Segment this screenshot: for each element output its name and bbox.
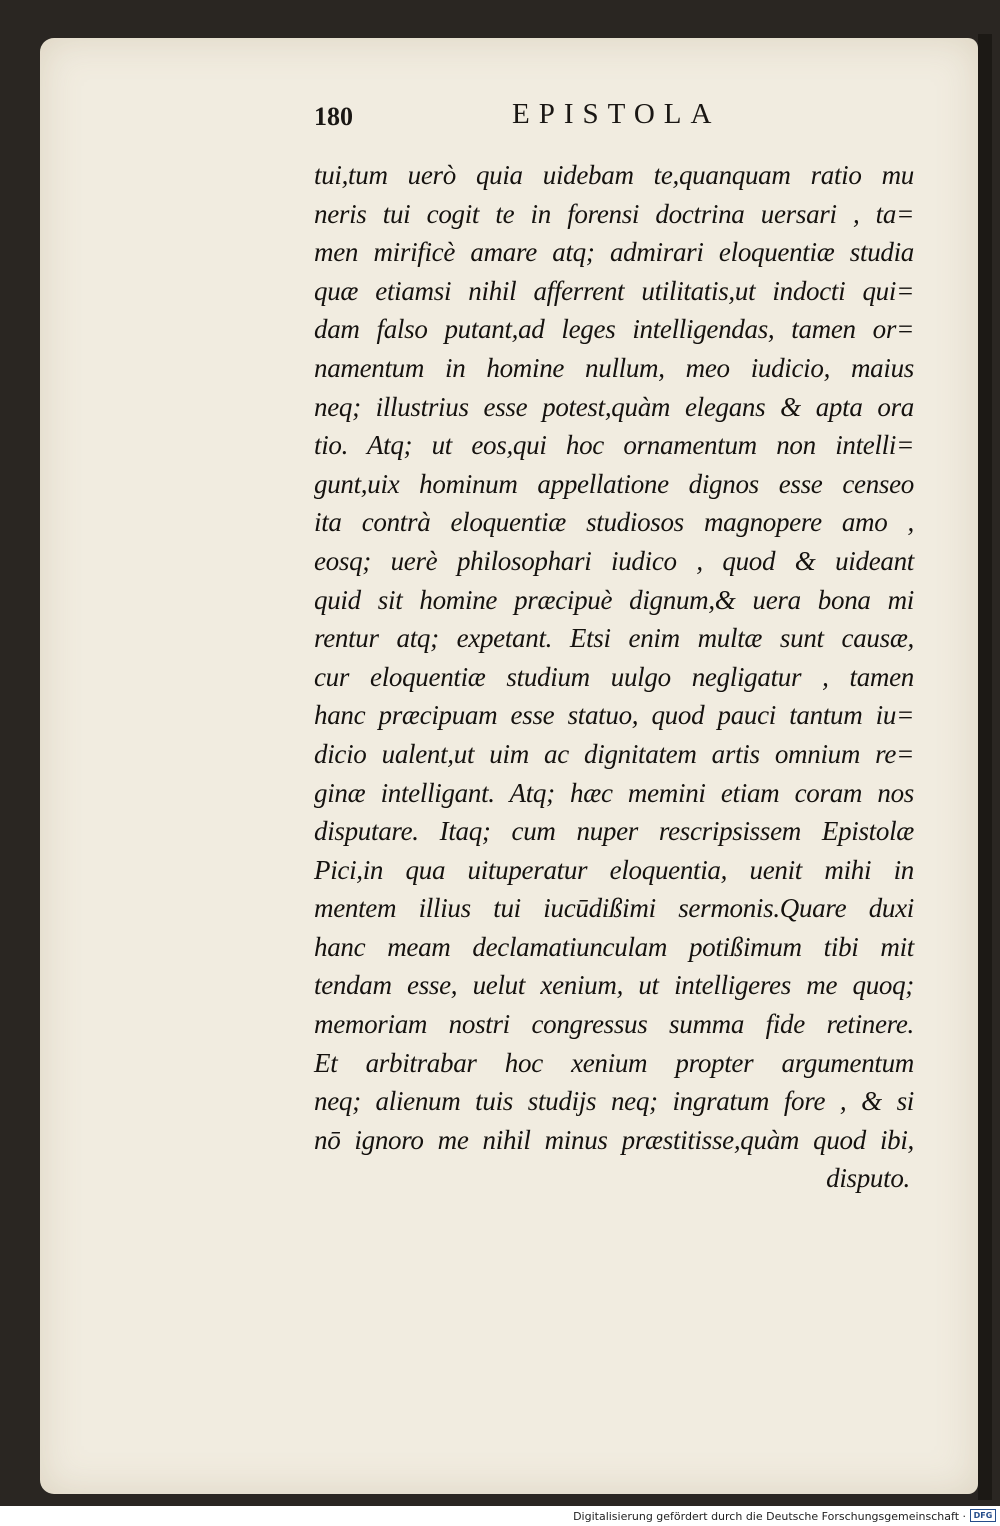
text-line: gunt,uix hominum appellatione dignos esse censeo bbox=[314, 468, 914, 499]
page-number: 180 bbox=[314, 102, 353, 131]
binding-edge bbox=[978, 34, 992, 1500]
text-line: namentum in homine nullum, meo iudicio, maius bbox=[314, 352, 914, 383]
text-line: Et arbitrabar hoc xenium propter argumentum bbox=[314, 1047, 914, 1078]
body-text bbox=[314, 156, 914, 1198]
text-line: rentur atq; expetant. Etsi enim multæ sunt causæ, bbox=[314, 623, 914, 654]
text-line: tendam esse, uelut xenium, ut intelligeres me quoq; bbox=[314, 970, 914, 1001]
text-line: hanc præcipuam esse statuo, quod pauci tantum iu= bbox=[314, 700, 914, 731]
text-line: cur eloquentiæ studium uulgo negligatur , tamen bbox=[314, 661, 914, 692]
text-line: ginæ intelligant. Atq; hæc memini etiam coram nos bbox=[314, 777, 914, 808]
text-line: tui,tum uerò quia uidebam te,quanquam ratio mu bbox=[314, 160, 914, 190]
text-line: quid sit homine præcipuè dignum,& uera bona mi bbox=[314, 584, 914, 615]
funding-credit: Digitalisierung gefördert durch die Deutsche Forschungsgemeinschaft · bbox=[573, 1510, 966, 1523]
running-head: EPISTOLA bbox=[512, 98, 721, 130]
text-line: quæ etiamsi nihil afferrent utilitatis,ut indocti qui= bbox=[314, 275, 914, 306]
text-line: eosq; uerè philosophari iudico , quod & uideant bbox=[314, 545, 914, 576]
text-line: neq; illustrius esse potest,quàm elegans & apta ora bbox=[314, 391, 914, 422]
text-line: Pici,in qua uituperatur eloquentia, uenit mihi in bbox=[314, 854, 914, 885]
text-line: neq; alienum tuis studijs neq; ingratum fore , & si bbox=[314, 1086, 914, 1117]
catchword: disputo. bbox=[826, 1163, 910, 1194]
text-line: men mirificè amare atq; admirari eloquentiæ studia bbox=[314, 237, 914, 268]
text-line: dam falso putant,ad leges intelligendas, tamen or= bbox=[314, 314, 914, 345]
text-line: hanc meam declamatiunculam potißimum tibi mit bbox=[314, 931, 914, 962]
text-line: tio. Atq; ut eos,qui hoc ornamentum non intelli= bbox=[314, 430, 914, 461]
text-line: mentem illius tui iucūdißimi sermonis.Quare duxi bbox=[314, 893, 914, 924]
footer-bar bbox=[0, 1506, 1000, 1526]
dfg-logo-icon: DFG bbox=[970, 1509, 996, 1522]
text-line: neris tui cogit te in forensi doctrina uersari , ta= bbox=[314, 198, 914, 229]
text-line: disputare. Itaq; cum nuper rescripsissem Epistolæ bbox=[314, 816, 914, 847]
text-line: dicio ualent,ut uim ac dignitatem artis omnium re= bbox=[314, 738, 914, 769]
page-header bbox=[314, 98, 754, 134]
text-line: ita contrà eloquentiæ studiosos magnopere amo , bbox=[314, 507, 914, 538]
text-line: memoriam nostri congressus summa fide retinere. bbox=[314, 1009, 914, 1040]
text-line: nō ignoro me nihil minus præstitisse,quàm quod ibi, bbox=[314, 1124, 914, 1155]
